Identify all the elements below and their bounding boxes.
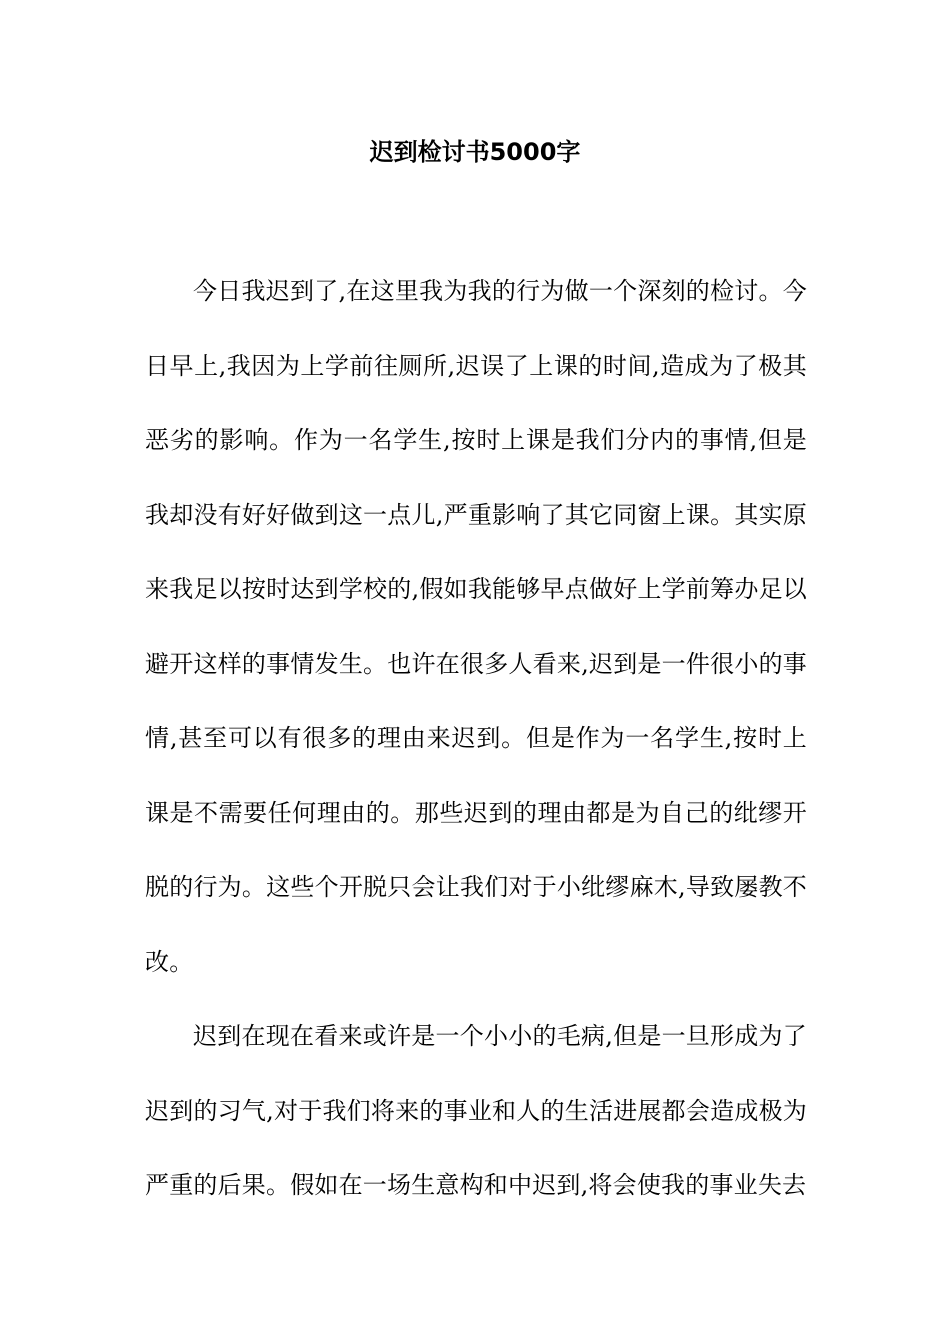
page-title: 迟到检讨书5000字 bbox=[369, 138, 581, 166]
paragraph-1: 今日我迟到了,在这里我为我的行为做一个深刻的检讨。今日早上,我因为上学前往厕所,迟误了上课的时间,造成为了极其恶劣的影响。作为一名学生,按时上课是我们分内的事情,但是我却没有好好做到这一点儿,严重影响了其它同窗上课。其实原来我足以按时达到学校的,假如我能够早点做好上学前筹办足以避开这样的事情发生。也许在很多人看来,迟到是一件很小的事情,甚至可以有很多的理由来迟到。但是作为一名学生,按时上课是不需要任何理由的。那些迟到的理由都是为自己的纰缪开脱的行为。这些个开脱只会让我们对于小纰缪麻木,导致屡教不改。 bbox=[145, 277, 807, 976]
paragraph-2: 迟到在现在看来或许是一个小小的毛病,但是一旦形成为了迟到的习气,对于我们将来的事业和人的生活进展都会造成极为严重的后果。假如在一场生意构和中迟到,将会使我的事业失去 bbox=[145, 1022, 807, 1199]
document-body bbox=[145, 254, 807, 1223]
